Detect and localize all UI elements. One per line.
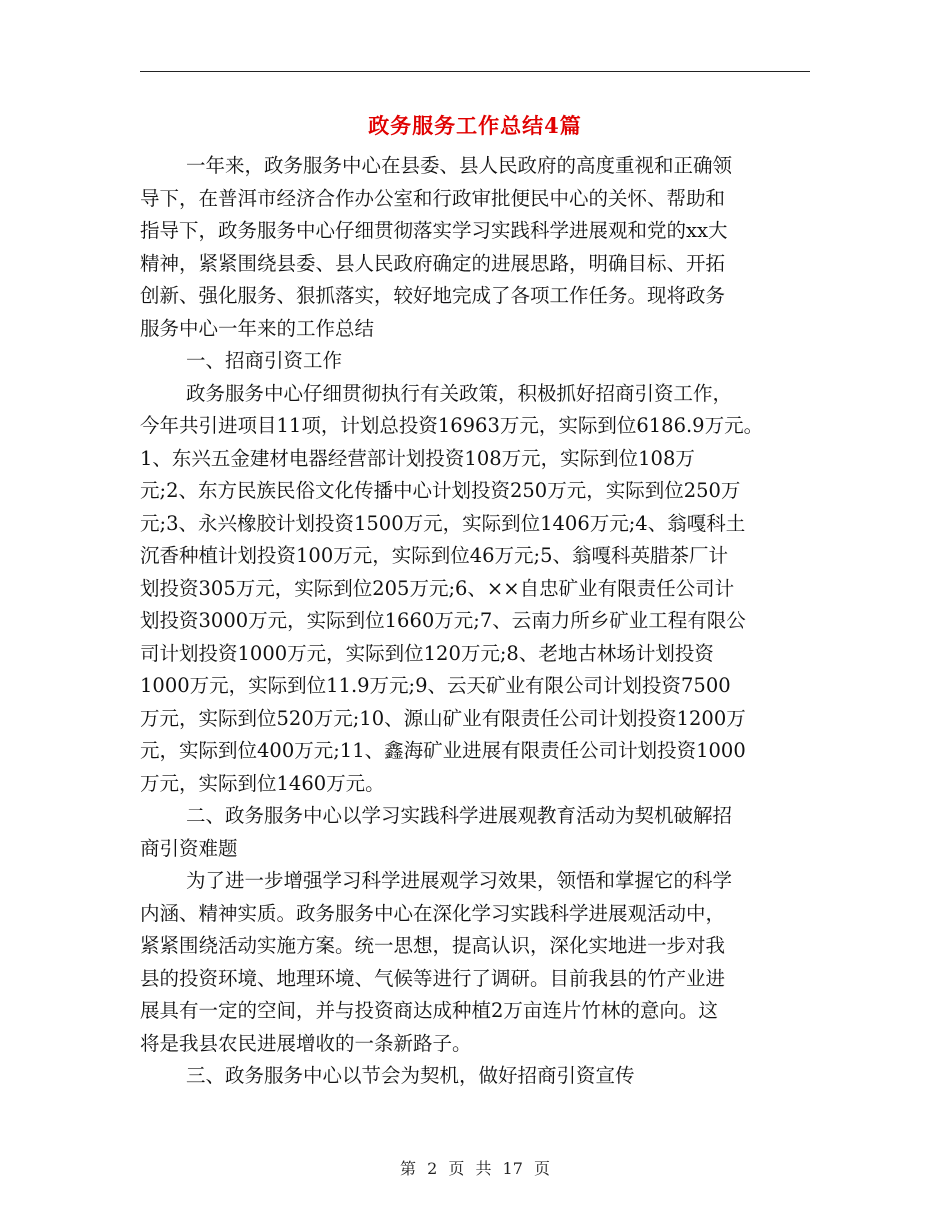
header-rule bbox=[140, 71, 810, 72]
body-line: 一、招商引资工作 bbox=[186, 349, 343, 372]
body-line: 导下，在普洱市经济合作办公室和行政审批便民中心的关怀、帮助和 bbox=[140, 186, 726, 210]
body-line: 今年共引进项目11项，计划总投资16963万元，实际到位6186.9万元。 bbox=[140, 414, 764, 437]
body-line: 服务中心一年来的工作总结 bbox=[140, 316, 375, 340]
body-line: 元;3、永兴橡胶计划投资1500万元，实际到位1406万元;4、翁嘎科土 bbox=[140, 511, 746, 535]
document-body bbox=[140, 150, 830, 1093]
body-line: 指导下，政务服务中心仔细贯彻落实学习实践科学进展观和党的xx大 bbox=[140, 219, 728, 242]
body-line: 创新、强化服务、狠抓落实，较好地完成了各项工作任务。现将政务 bbox=[140, 284, 726, 307]
body-line: 二、政务服务中心以学习实践科学进展观教育活动为契机破解招 bbox=[186, 804, 733, 827]
body-line: 三、政务服务中心以节会为契机，做好招商引资宣传 bbox=[186, 1064, 635, 1087]
page-footer: 第 2 页 共 17 页 bbox=[400, 1159, 550, 1178]
body-line: 政务服务中心仔细贯彻执行有关政策，积极抓好招商引资工作， bbox=[186, 381, 733, 405]
body-line: 元;2、东方民族民俗文化传播中心计划投资250万元，实际到位250万 bbox=[140, 479, 741, 502]
body-line: 商引资难题 bbox=[140, 836, 238, 860]
body-line: 紧紧围绕活动实施方案。统一思想，提高认识，深化实地进一步对我 bbox=[140, 934, 726, 957]
body-line: 沉香种植计划投资100万元，实际到位46万元;5、翁嘎科英腊茶厂计 bbox=[140, 544, 729, 567]
body-line: 万元，实际到位1460万元。 bbox=[140, 771, 385, 795]
body-line: 县的投资环境、地理环境、气候等进行了调研。目前我县的竹产业进 bbox=[140, 966, 726, 990]
body-line: 一年来，政务服务中心在县委、县人民政府的高度重视和正确领 bbox=[186, 154, 733, 177]
body-line: 划投资3000万元，实际到位1660万元;7、云南力所乡矿业工程有限公 bbox=[140, 609, 746, 632]
body-line: 将是我县农民进展增收的一条新路子。 bbox=[140, 1031, 472, 1055]
body-line: 1、东兴五金建材电器经营部计划投资108万元，实际到位108万 bbox=[140, 446, 695, 470]
body-line: 展具有一定的空间，并与投资商达成种植2万亩连片竹林的意向。这 bbox=[140, 999, 718, 1022]
body-line: 精神，紧紧围绕县委、县人民政府确定的进展思路，明确目标、开拓 bbox=[140, 251, 726, 275]
body-line: 司计划投资1000万元，实际到位120万元;8、老地古林场计划投资 bbox=[140, 641, 714, 665]
body-line: 为了进一步增强学习科学进展观学习效果，领悟和掌握它的科学 bbox=[186, 869, 733, 892]
body-line: 内涵、精神实质。政务服务中心在深化学习实践科学进展观活动中， bbox=[140, 901, 726, 925]
body-line: 万元，实际到位520万元;10、源山矿业有限责任公司计划投资1200万 bbox=[140, 706, 746, 730]
document-title: 政务服务工作总结4篇 bbox=[368, 113, 582, 138]
body-line: 1000万元，实际到位11.9万元;9、云天矿业有限公司计划投资7500 bbox=[140, 674, 731, 697]
body-line: 划投资305万元，实际到位205万元;6、××自忠矿业有限责任公司计 bbox=[140, 576, 735, 600]
body-line: 元，实际到位400万元;11、鑫海矿业进展有限责任公司计划投资1000 bbox=[140, 739, 746, 762]
